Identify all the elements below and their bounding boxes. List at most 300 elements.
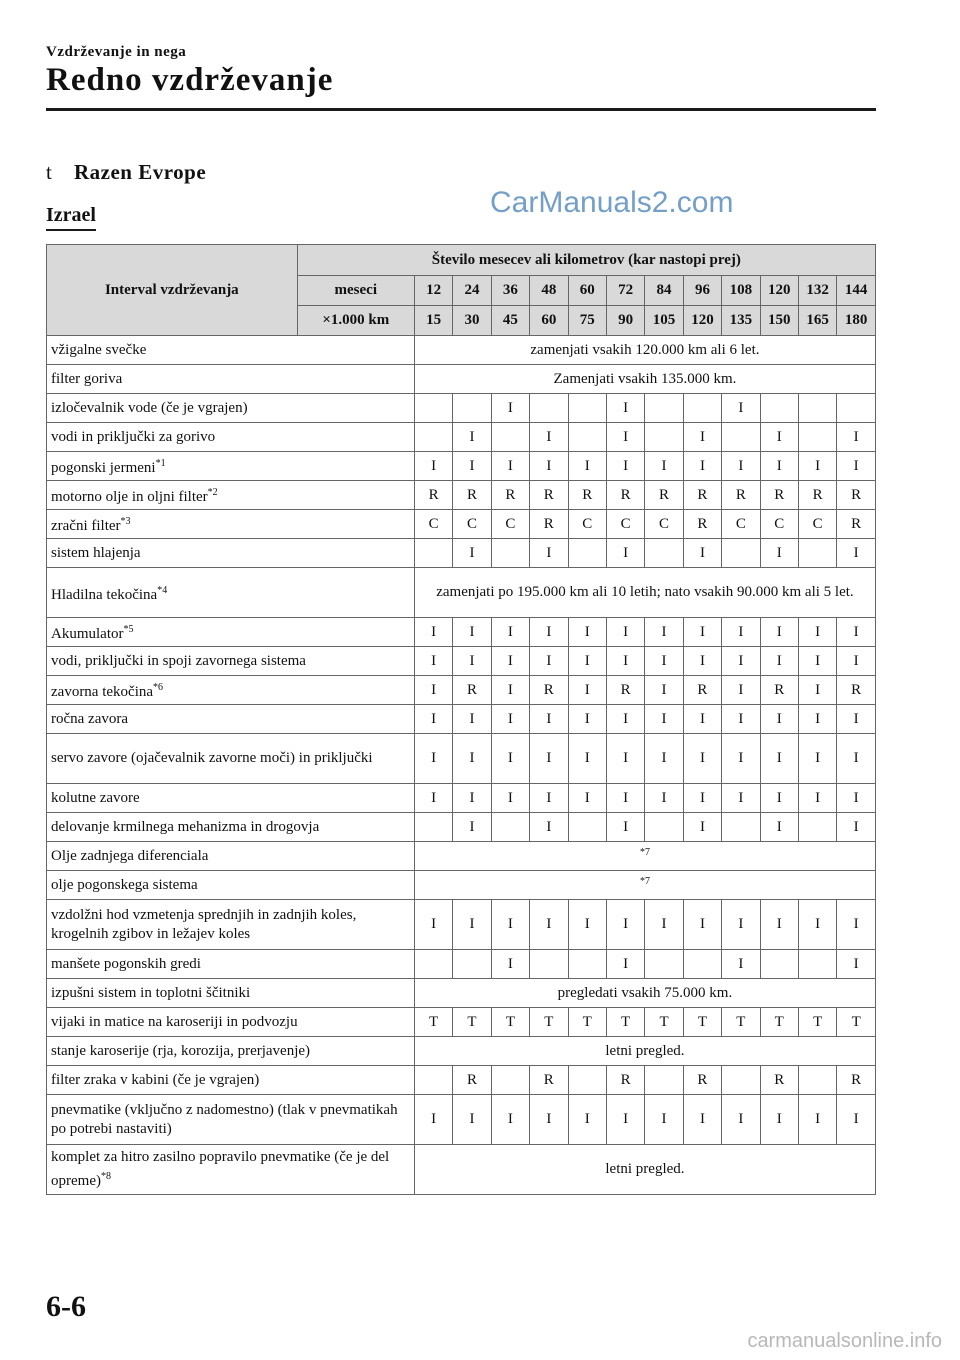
footnote-ref: *6 <box>153 682 164 693</box>
interval-cell: I <box>837 900 876 950</box>
interval-cell <box>683 394 721 423</box>
interval-cell: I <box>414 452 452 481</box>
item-label: stanje karoserije (rja, korozija, prerjavenje) <box>51 1042 311 1059</box>
interval-cell: I <box>606 647 644 676</box>
interval-cell <box>491 1066 529 1095</box>
interval-cell: I <box>606 705 644 734</box>
interval-cell: R <box>837 676 876 705</box>
interval-cell <box>568 813 606 842</box>
footnote-ref: *3 <box>120 516 131 527</box>
item-label: vzdolžni hod vzmetenja sprednjih in zadnjih koles, krogelnih zgibov in ležajev koles <box>51 906 357 942</box>
interval-cell: I <box>837 705 876 734</box>
item-cell <box>47 452 415 481</box>
item-label: manšete pogonskih gredi <box>51 955 201 972</box>
interval-cell: I <box>683 784 721 813</box>
interval-cell: I <box>760 705 798 734</box>
interval-cell: I <box>798 705 836 734</box>
footnote-ref: *8 <box>100 1171 111 1182</box>
interval-cell <box>414 539 452 568</box>
interval-cell: I <box>491 452 529 481</box>
interval-cell: I <box>491 900 529 950</box>
heading-text: Razen Evrope <box>74 160 207 184</box>
interval-cell: I <box>837 813 876 842</box>
item-cell <box>47 1037 415 1066</box>
interval-cell: R <box>798 481 836 510</box>
item-label: vodi in priključki za gorivo <box>51 428 216 445</box>
interval-cell: I <box>491 1095 529 1145</box>
interval-cell: I <box>837 647 876 676</box>
interval-cell: I <box>530 900 568 950</box>
interval-cell: I <box>837 950 876 979</box>
km-header-cell: 15 <box>414 306 452 336</box>
month-header-cell: 48 <box>530 276 568 306</box>
month-header-cell: 24 <box>453 276 491 306</box>
km-header-cell: 90 <box>606 306 644 336</box>
interval-cell <box>722 539 760 568</box>
interval-cell: I <box>453 900 491 950</box>
interval-corner-cell: Interval vzdrževanja <box>47 245 298 336</box>
interval-cell <box>568 423 606 452</box>
interval-cell: I <box>530 784 568 813</box>
interval-cell: R <box>683 676 721 705</box>
km-header-cell: 75 <box>568 306 606 336</box>
item-label: komplet za hitro zasilno popravilo pnevmatike (če je del opreme) <box>51 1149 390 1189</box>
km-header-cell: 150 <box>760 306 798 336</box>
interval-cell: C <box>606 510 644 539</box>
interval-cell: C <box>414 510 452 539</box>
item-label: filter goriva <box>51 370 123 387</box>
interval-cell <box>760 950 798 979</box>
interval-cell: I <box>760 423 798 452</box>
item-label: Olje zadnjega diferenciala <box>51 847 209 864</box>
interval-cell: I <box>453 734 491 784</box>
interval-cell: I <box>645 705 683 734</box>
interval-cell: I <box>491 784 529 813</box>
interval-cell <box>568 539 606 568</box>
interval-cell <box>722 1066 760 1095</box>
interval-cell <box>414 950 452 979</box>
interval-cell: R <box>683 1066 721 1095</box>
interval-cell: I <box>683 647 721 676</box>
interval-cell: I <box>683 423 721 452</box>
interval-cell: I <box>568 784 606 813</box>
interval-cell: I <box>722 705 760 734</box>
group-header-cell: Število mesecev ali kilometrov (kar nastopi prej) <box>297 245 875 276</box>
interval-cell: I <box>645 452 683 481</box>
interval-span-cell <box>414 871 875 900</box>
country-subheading: Izrael <box>46 204 96 231</box>
interval-cell: I <box>530 618 568 647</box>
interval-cell <box>837 394 876 423</box>
table-row <box>47 950 876 979</box>
table-row <box>47 979 876 1008</box>
interval-cell: I <box>568 647 606 676</box>
interval-cell: I <box>491 618 529 647</box>
km-header-cell: 60 <box>530 306 568 336</box>
maintenance-schedule-table <box>46 244 876 1195</box>
interval-cell: I <box>722 900 760 950</box>
footnote-ref: *5 <box>123 624 134 635</box>
table-row <box>47 871 876 900</box>
interval-cell: I <box>722 647 760 676</box>
item-cell <box>47 394 415 423</box>
interval-cell: T <box>530 1008 568 1037</box>
interval-cell: I <box>453 1095 491 1145</box>
interval-cell <box>798 950 836 979</box>
interval-cell: R <box>683 481 721 510</box>
item-cell <box>47 423 415 452</box>
item-label: sistem hlajenja <box>51 544 141 561</box>
interval-cell: I <box>530 705 568 734</box>
interval-cell: I <box>798 676 836 705</box>
item-label: pogonski jermeni <box>51 460 156 476</box>
interval-cell: I <box>606 618 644 647</box>
interval-cell: I <box>606 950 644 979</box>
interval-cell: I <box>530 813 568 842</box>
item-label: filter zraka v kabini (če je vgrajen) <box>51 1071 260 1088</box>
interval-cell: R <box>606 481 644 510</box>
interval-cell: R <box>530 676 568 705</box>
interval-cell: T <box>722 1008 760 1037</box>
interval-cell <box>491 539 529 568</box>
item-cell <box>47 784 415 813</box>
table-row <box>47 647 876 676</box>
interval-cell <box>530 950 568 979</box>
interval-cell: I <box>683 813 721 842</box>
interval-cell: R <box>760 676 798 705</box>
item-label: izpušni sistem in toplotni ščitniki <box>51 984 251 1001</box>
month-header-cell: 12 <box>414 276 452 306</box>
interval-cell: I <box>606 1095 644 1145</box>
interval-cell <box>530 394 568 423</box>
interval-cell: I <box>606 394 644 423</box>
interval-cell: I <box>568 705 606 734</box>
interval-cell: I <box>722 1095 760 1145</box>
interval-cell <box>491 423 529 452</box>
interval-cell: I <box>645 618 683 647</box>
interval-cell <box>414 394 452 423</box>
interval-cell <box>798 539 836 568</box>
table-row <box>47 900 876 950</box>
interval-cell: I <box>760 1095 798 1145</box>
item-cell <box>47 1095 415 1145</box>
table-header <box>47 245 876 336</box>
region-heading <box>46 160 206 185</box>
interval-cell: I <box>837 452 876 481</box>
table-row <box>47 1008 876 1037</box>
interval-cell: C <box>645 510 683 539</box>
interval-cell: I <box>837 618 876 647</box>
interval-cell <box>798 813 836 842</box>
item-cell <box>47 647 415 676</box>
interval-cell: R <box>491 481 529 510</box>
interval-cell: I <box>645 900 683 950</box>
interval-cell: I <box>453 705 491 734</box>
table-row <box>47 1145 876 1195</box>
month-header-cell: 120 <box>760 276 798 306</box>
interval-cell: R <box>606 1066 644 1095</box>
interval-cell: I <box>722 676 760 705</box>
interval-cell: I <box>760 539 798 568</box>
interval-cell: C <box>722 510 760 539</box>
interval-cell: I <box>453 452 491 481</box>
interval-cell: I <box>606 734 644 784</box>
interval-cell <box>645 394 683 423</box>
interval-cell: I <box>491 950 529 979</box>
interval-cell: I <box>760 647 798 676</box>
interval-cell: I <box>414 676 452 705</box>
interval-cell: I <box>568 618 606 647</box>
interval-cell <box>491 813 529 842</box>
interval-cell: I <box>414 647 452 676</box>
table-row <box>47 813 876 842</box>
interval-cell <box>645 1066 683 1095</box>
interval-cell: T <box>606 1008 644 1037</box>
interval-cell <box>683 950 721 979</box>
interval-cell: I <box>606 900 644 950</box>
interval-cell: T <box>798 1008 836 1037</box>
table-row <box>47 676 876 705</box>
km-label-cell: ×1.000 km <box>297 306 414 336</box>
item-label: vžigalne svečke <box>51 341 147 358</box>
interval-cell: I <box>683 618 721 647</box>
interval-cell: I <box>798 784 836 813</box>
months-label-cell: meseci <box>297 276 414 306</box>
interval-cell: I <box>837 734 876 784</box>
interval-cell: I <box>530 423 568 452</box>
item-label: kolutne zavore <box>51 789 140 806</box>
table-row <box>47 568 876 618</box>
interval-cell: I <box>491 647 529 676</box>
interval-cell: R <box>760 1066 798 1095</box>
item-cell <box>47 950 415 979</box>
interval-cell: I <box>683 900 721 950</box>
item-cell <box>47 676 415 705</box>
km-header-cell: 180 <box>837 306 876 336</box>
table-row <box>47 1095 876 1145</box>
interval-cell: I <box>453 539 491 568</box>
interval-cell: R <box>453 481 491 510</box>
month-header-cell: 36 <box>491 276 529 306</box>
interval-cell: I <box>414 784 452 813</box>
interval-cell: C <box>760 510 798 539</box>
interval-cell: I <box>414 1095 452 1145</box>
interval-span-cell: letni pregled. <box>414 1145 875 1195</box>
interval-cell: I <box>837 539 876 568</box>
interval-cell: I <box>683 1095 721 1145</box>
interval-cell: I <box>722 784 760 813</box>
interval-cell: I <box>645 734 683 784</box>
km-header-cell: 105 <box>645 306 683 336</box>
interval-cell: I <box>491 734 529 784</box>
item-cell <box>47 1145 415 1195</box>
interval-cell: I <box>414 734 452 784</box>
interval-cell: I <box>798 734 836 784</box>
interval-cell: I <box>722 394 760 423</box>
table-row <box>47 336 876 365</box>
item-cell <box>47 979 415 1008</box>
interval-cell: I <box>453 618 491 647</box>
interval-cell: I <box>568 676 606 705</box>
interval-cell: R <box>530 481 568 510</box>
interval-cell <box>453 950 491 979</box>
item-label: olje pogonskega sistema <box>51 876 198 893</box>
interval-cell: T <box>760 1008 798 1037</box>
table-row <box>47 705 876 734</box>
item-cell <box>47 842 415 871</box>
interval-cell: I <box>568 900 606 950</box>
interval-cell: I <box>414 900 452 950</box>
interval-cell <box>798 1066 836 1095</box>
month-header-cell: 144 <box>837 276 876 306</box>
table-row <box>47 1066 876 1095</box>
item-cell <box>47 510 415 539</box>
interval-cell: R <box>568 481 606 510</box>
interval-cell: I <box>798 647 836 676</box>
title-divider <box>46 108 876 111</box>
item-label: Hladilna tekočina <box>51 586 158 603</box>
interval-cell: I <box>683 734 721 784</box>
km-header-cell: 165 <box>798 306 836 336</box>
interval-cell <box>414 813 452 842</box>
interval-cell: I <box>606 423 644 452</box>
interval-cell: I <box>491 394 529 423</box>
table-row <box>47 394 876 423</box>
interval-cell: I <box>530 734 568 784</box>
item-cell <box>47 618 415 647</box>
interval-cell: I <box>760 784 798 813</box>
interval-cell: I <box>530 1095 568 1145</box>
footnote-ref: *7 <box>639 875 650 887</box>
interval-cell: I <box>606 452 644 481</box>
interval-cell: I <box>645 1095 683 1145</box>
interval-cell: I <box>606 813 644 842</box>
km-header-cell: 45 <box>491 306 529 336</box>
item-cell <box>47 1008 415 1037</box>
interval-cell: I <box>414 705 452 734</box>
page-number: 6-6 <box>46 1290 86 1323</box>
item-cell <box>47 813 415 842</box>
interval-cell <box>568 394 606 423</box>
table-row <box>47 1037 876 1066</box>
table-row <box>47 734 876 784</box>
month-header-cell: 132 <box>798 276 836 306</box>
interval-cell: R <box>722 481 760 510</box>
table-row <box>47 452 876 481</box>
item-label: pnevmatike (vključno z nadomestno) (tlak v pnevmatikah po potrebi nastaviti) <box>51 1101 398 1137</box>
interval-cell: I <box>453 784 491 813</box>
interval-cell: T <box>491 1008 529 1037</box>
interval-cell: R <box>645 481 683 510</box>
interval-cell: T <box>453 1008 491 1037</box>
interval-cell: I <box>645 647 683 676</box>
interval-cell: T <box>837 1008 876 1037</box>
month-header-cell: 108 <box>722 276 760 306</box>
interval-cell <box>645 539 683 568</box>
item-label: zračni filter <box>51 518 121 534</box>
interval-cell: I <box>530 647 568 676</box>
interval-cell: R <box>453 676 491 705</box>
interval-cell: R <box>837 1066 876 1095</box>
km-header-cell: 135 <box>722 306 760 336</box>
month-header-cell: 96 <box>683 276 721 306</box>
interval-cell: I <box>722 734 760 784</box>
table-body <box>47 336 876 1195</box>
item-cell <box>47 734 415 784</box>
interval-cell: I <box>568 1095 606 1145</box>
item-label: servo zavore (ojačevalnik zavorne moči) in priključki <box>51 750 373 766</box>
item-cell <box>47 871 415 900</box>
interval-cell: I <box>760 618 798 647</box>
interval-cell: I <box>760 452 798 481</box>
table-row <box>47 784 876 813</box>
interval-cell: I <box>491 676 529 705</box>
item-label: izločevalnik vode (če je vgrajen) <box>51 399 248 416</box>
interval-cell: I <box>837 423 876 452</box>
interval-cell: T <box>414 1008 452 1037</box>
interval-cell: R <box>683 510 721 539</box>
interval-span-cell: Zamenjati vsakih 135.000 km. <box>414 365 875 394</box>
item-label: motorno olje in oljni filter <box>51 489 208 505</box>
interval-cell: I <box>606 784 644 813</box>
item-cell <box>47 705 415 734</box>
interval-cell: R <box>530 1066 568 1095</box>
item-label: vijaki in matice na karoseriji in podvozju <box>51 1013 298 1030</box>
table-row <box>47 842 876 871</box>
interval-cell: I <box>837 1095 876 1145</box>
interval-span-cell: zamenjati po 195.000 km ali 10 letih; nato vsakih 90.000 km ali 5 let. <box>414 568 875 618</box>
interval-cell: R <box>453 1066 491 1095</box>
interval-cell: R <box>837 481 876 510</box>
interval-cell: I <box>645 676 683 705</box>
interval-cell: I <box>798 452 836 481</box>
km-header-cell: 30 <box>453 306 491 336</box>
interval-cell: R <box>606 676 644 705</box>
interval-cell: I <box>683 705 721 734</box>
interval-span-cell: letni pregled. <box>414 1037 875 1066</box>
interval-cell: I <box>683 539 721 568</box>
month-header-cell: 84 <box>645 276 683 306</box>
interval-cell: R <box>837 510 876 539</box>
interval-cell: R <box>760 481 798 510</box>
interval-cell <box>798 394 836 423</box>
watermark-logo: CarManuals2.com <box>490 186 734 219</box>
interval-cell: R <box>414 481 452 510</box>
interval-cell <box>760 394 798 423</box>
interval-cell: I <box>722 950 760 979</box>
heading-bullet-icon: t <box>46 160 53 184</box>
item-label: zavorna tekočina <box>51 684 154 700</box>
km-header-cell: 120 <box>683 306 721 336</box>
interval-cell: I <box>414 618 452 647</box>
interval-span-cell: pregledati vsakih 75.000 km. <box>414 979 875 1008</box>
interval-cell <box>645 950 683 979</box>
item-label: vodi, priključki in spoji zavornega sistema <box>51 652 306 669</box>
interval-cell <box>568 950 606 979</box>
interval-cell <box>453 394 491 423</box>
interval-span-cell: zamenjati vsakih 120.000 km ali 6 let. <box>414 336 875 365</box>
interval-cell <box>414 1066 452 1095</box>
table-row <box>47 618 876 647</box>
interval-cell <box>645 423 683 452</box>
interval-cell: I <box>453 647 491 676</box>
interval-cell: I <box>722 618 760 647</box>
item-cell <box>47 1066 415 1095</box>
item-label: ročna zavora <box>51 710 129 727</box>
item-cell <box>47 336 415 365</box>
interval-cell: I <box>798 1095 836 1145</box>
interval-cell: I <box>606 539 644 568</box>
